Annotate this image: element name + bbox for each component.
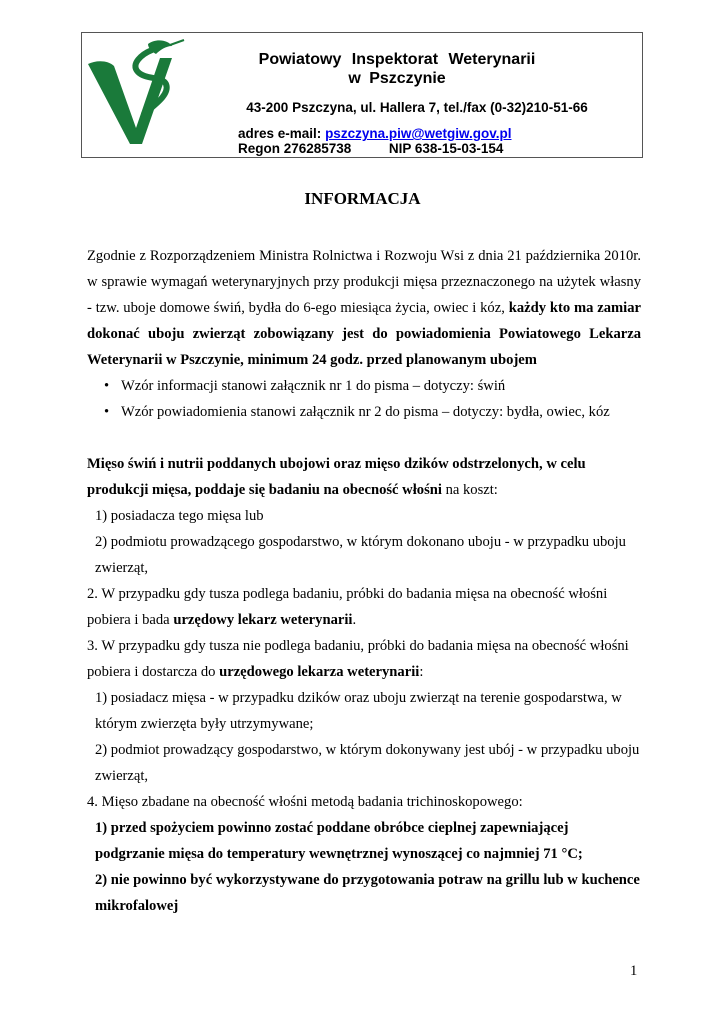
point-3-bold: urzędowego lekarza weterynarii	[219, 664, 420, 680]
point-4-item-1: 1) przed spożyciem powinno zostać poddane obróbce cieplnej zapewniającej podgrzanie mięsa do temperatury wewnętrznej wynoszącej co najmniej 71 °C;	[95, 820, 583, 862]
point-3	[87, 633, 641, 685]
intro-bold-text: każdy kto ma zamiar dokonać uboju zwierząt zobowiązany jest do powiadomienia Powiatowego Lekarza Weterynarii w Pszczynie, minimum 24 godz. przed planowanym ubojem	[87, 300, 641, 368]
point-3-text: 3. W przypadku gdy tusza nie podlega badaniu, próbki do badania mięsa na obecność włośni pobiera i dostarcza do	[87, 638, 629, 680]
trichinella-heading	[87, 451, 641, 503]
trichinella-section	[87, 451, 641, 919]
cost-item: 1) posiadacza tego mięsa lub	[95, 508, 264, 524]
point-4-item-2: 2) nie powinno być wykorzystywane do przygotowania potraw na grillu lub w kuchence mikrofalowej	[95, 872, 640, 914]
regon-number: Regon 276285738	[238, 141, 352, 156]
point-3-item: 1) posiadacz mięsa - w przypadku dzików oraz uboju zwierząt na terenie gospodarstwa, w którym zwierzęta były utrzymywane;	[95, 690, 622, 732]
intro-text: Zgodnie z Rozporządzeniem Ministra Rolnictwa i Rozwoju Wsi z dnia 21 października 2010r. w sprawie wymagań weterynaryjnych przy produkcji mięsa przeznaczonego na użytek własny - tzw. uboje domowe świń, bydła do 6-ego miesiąca życia, owiec i kóz,	[87, 248, 641, 316]
point-2	[87, 581, 641, 633]
point-2-text: 2. W przypadku gdy tusza podlega badaniu, próbki do badania mięsa na obecność włośni pobiera i bada	[87, 586, 608, 628]
point-4: 4. Mięso zbadane na obecność włośni metodą badania trichinoskopowego:	[87, 794, 523, 810]
veterinary-logo-icon	[86, 36, 186, 146]
document-title: INFORMACJA	[304, 189, 421, 208]
email-line	[238, 126, 512, 141]
point-4-item	[87, 867, 641, 919]
cost-item: 2) podmiotu prowadzącego gospodarstwo, w którym dokonano uboju - w przypadku uboju zwierząt,	[95, 534, 626, 576]
attachment-list	[87, 373, 641, 425]
email-link[interactable]: pszczyna.piw@wetgiw.gov.pl	[325, 126, 512, 141]
point-4-item	[87, 815, 641, 867]
nip-number: NIP 638-15-03-154	[388, 141, 504, 156]
intro-paragraph	[87, 243, 641, 373]
list-item: • Wzór informacji stanowi załącznik nr 1 do pisma – dotyczy: świń	[87, 373, 641, 399]
point-2-bold: urzędowy lekarz weterynarii	[173, 612, 353, 628]
email-label: adres e-mail:	[238, 126, 322, 141]
institution-city: w Pszczynie	[348, 70, 446, 87]
list-item: • Wzór powiadomienia stanowi załącznik nr 2 do pisma – dotyczy: bydła, owiec, kóz	[87, 399, 641, 425]
page-number: 1	[630, 963, 638, 979]
registry-line	[238, 141, 503, 156]
institution-name: Powiatowy Inspektorat Weterynarii	[258, 51, 536, 68]
institution-address: 43-200 Pszczyna, ul. Hallera 7, tel./fax (0-32)210-51-66	[246, 100, 588, 115]
trichinella-heading-tail: na koszt:	[445, 482, 498, 498]
point-3-item: 2) podmiot prowadzący gospodarstwo, w którym dokonywany jest ubój - w przypadku uboju zwierząt,	[95, 742, 640, 784]
document-body	[87, 243, 641, 919]
letterhead	[81, 32, 643, 158]
point-3-end: :	[419, 664, 424, 680]
point-2-end: .	[352, 612, 357, 628]
trichinella-heading-bold: Mięso świń i nutrii poddanych ubojowi oraz mięso dzików odstrzelonych, w celu produkcji mięsa, poddaje się badaniu na obecność włośni	[87, 456, 586, 498]
